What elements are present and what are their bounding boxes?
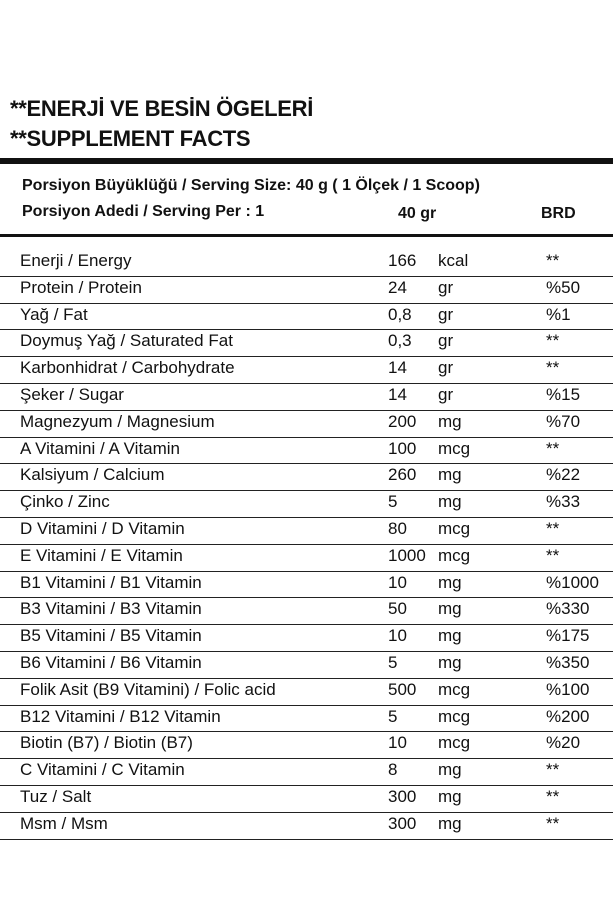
nutrient-brd: **	[546, 545, 560, 565]
nutrient-unit: mcg	[438, 545, 471, 565]
table-row	[0, 625, 613, 652]
nutrient-unit: mcg	[438, 706, 471, 726]
nutrient-amount: 300	[388, 813, 417, 833]
nutrient-brd: %330	[546, 599, 590, 619]
table-row	[0, 732, 613, 759]
nutrient-name: Biotin (B7) / Biotin (B7)	[20, 733, 193, 753]
heading-energy-nutrients: **ENERJİ VE BESİN ÖGELERİ	[10, 96, 314, 121]
nutrient-name: Tuz / Salt	[20, 786, 92, 806]
nutrient-amount: 500	[388, 679, 417, 699]
nutrient-brd: %33	[546, 492, 581, 512]
table-row	[0, 464, 613, 491]
nutrient-amount: 200	[388, 411, 417, 431]
nutrient-table	[0, 250, 613, 840]
nutrient-unit: mg	[438, 786, 462, 806]
nutrient-brd: %175	[546, 626, 590, 646]
table-row	[0, 813, 613, 840]
table-row	[0, 679, 613, 706]
nutrient-brd: **	[546, 518, 560, 538]
nutrient-unit: mcg	[438, 438, 471, 458]
nutrient-brd: %20	[546, 733, 581, 753]
nutrient-brd: **	[546, 438, 560, 458]
nutrient-brd: %350	[546, 652, 590, 672]
nutrient-name: Msm / Msm	[20, 813, 108, 833]
nutrient-name: C Vitamini / C Vitamin	[20, 760, 185, 780]
nutrient-name: Şeker / Sugar	[20, 384, 124, 404]
table-row	[0, 518, 613, 545]
nutrient-amount: 0,8	[388, 304, 412, 324]
nutrient-name: B1 Vitamini / B1 Vitamin	[20, 572, 202, 592]
nutrient-unit: mcg	[438, 518, 471, 538]
nutrient-unit: gr	[438, 277, 454, 297]
table-row	[0, 759, 613, 786]
table-row	[0, 652, 613, 679]
table-row	[0, 250, 613, 277]
table-row	[0, 330, 613, 357]
nutrient-brd: **	[546, 358, 560, 378]
nutrient-amount: 5	[388, 706, 398, 726]
nutrient-unit: gr	[438, 331, 454, 351]
nutrient-brd: %70	[546, 411, 581, 431]
nutrient-brd: **	[546, 813, 560, 833]
nutrient-unit: kcal	[438, 251, 469, 270]
nutrient-brd: %22	[546, 465, 581, 485]
table-row	[0, 706, 613, 733]
nutrient-name: B6 Vitamini / B6 Vitamin	[20, 652, 202, 672]
nutrient-unit: mcg	[438, 733, 471, 753]
nutrient-brd: %15	[546, 384, 581, 404]
nutrient-name: Yağ / Fat	[20, 304, 88, 324]
nutrient-amount: 5	[388, 492, 398, 512]
nutrient-name: Karbonhidrat / Carbohydrate	[20, 358, 235, 378]
table-row	[0, 598, 613, 625]
nutrient-brd: %200	[546, 706, 590, 726]
header-divider	[0, 234, 613, 237]
nutrient-unit: mg	[438, 411, 462, 431]
heading-supplement-facts: **SUPPLEMENT FACTS	[10, 126, 251, 151]
nutrient-amount: 24	[388, 277, 407, 297]
nutrient-name: Doymuş Yağ / Saturated Fat	[20, 331, 233, 351]
nutrient-unit: gr	[438, 304, 454, 324]
table-row	[0, 438, 613, 465]
table-row	[0, 545, 613, 572]
nutrient-name: A Vitamini / A Vitamin	[20, 438, 181, 458]
nutrient-name: Magnezyum / Magnesium	[20, 411, 215, 431]
nutrient-amount: 80	[388, 518, 407, 538]
nutrient-brd: **	[546, 786, 560, 806]
amount-column-header: 40 gr	[398, 205, 437, 222]
nutrient-unit: gr	[438, 358, 454, 378]
nutrient-unit: mg	[438, 652, 462, 672]
nutrient-amount: 14	[388, 358, 407, 378]
nutrient-name: Protein / Protein	[20, 277, 142, 297]
serving-size: Porsiyon Büyüklüğü / Serving Size: 40 g ( 1 Ölçek / 1 Scoop)	[22, 177, 480, 194]
table-row	[0, 384, 613, 411]
nutrient-brd: %1	[546, 304, 571, 324]
nutrient-name: D Vitamini / D Vitamin	[20, 518, 185, 538]
nutrient-amount: 1000	[388, 545, 426, 565]
nutrient-name: Kalsiyum / Calcium	[20, 465, 165, 485]
nutrient-unit: mg	[438, 599, 462, 619]
table-row	[0, 304, 613, 331]
nutrient-name: B3 Vitamini / B3 Vitamin	[20, 599, 202, 619]
table-row	[0, 357, 613, 384]
nutrient-amount: 50	[388, 599, 407, 619]
nutrient-brd: %50	[546, 277, 581, 297]
nutrient-amount: 8	[388, 760, 398, 780]
nutrient-brd: **	[546, 331, 560, 351]
nutrient-name: Enerji / Energy	[20, 251, 132, 270]
nutrient-unit: mg	[438, 626, 462, 646]
nutrient-name: B12 Vitamini / B12 Vitamin	[20, 706, 221, 726]
nutrient-unit: mg	[438, 760, 462, 780]
nutrient-name: Çinko / Zinc	[20, 492, 110, 512]
nutrient-brd: %100	[546, 679, 590, 699]
nutrient-unit: mg	[438, 492, 462, 512]
brd-column-header: BRD	[541, 205, 576, 222]
nutrient-unit: mg	[438, 572, 462, 592]
nutrient-name: E Vitamini / E Vitamin	[20, 545, 183, 565]
nutrient-amount: 100	[388, 438, 417, 458]
table-row	[0, 411, 613, 438]
nutrient-amount: 0,3	[388, 331, 412, 351]
nutrient-unit: mcg	[438, 679, 471, 699]
serving-per: Porsiyon Adedi / Serving Per : 1	[22, 203, 265, 220]
table-row	[0, 277, 613, 304]
nutrient-amount: 10	[388, 733, 407, 753]
table-row	[0, 572, 613, 599]
nutrient-amount: 10	[388, 626, 407, 646]
nutrient-brd: **	[546, 251, 560, 270]
top-divider	[0, 158, 613, 164]
nutrient-unit: mg	[438, 813, 462, 833]
nutrient-amount: 5	[388, 652, 398, 672]
table-row	[0, 491, 613, 518]
nutrient-name: B5 Vitamini / B5 Vitamin	[20, 626, 202, 646]
nutrient-brd: %1000	[546, 572, 599, 592]
nutrient-amount: 10	[388, 572, 407, 592]
nutrient-amount: 260	[388, 465, 417, 485]
table-row	[0, 786, 613, 813]
nutrient-brd: **	[546, 760, 560, 780]
nutrient-unit: gr	[438, 384, 454, 404]
nutrient-name: Folik Asit (B9 Vitamini) / Folic acid	[20, 679, 276, 699]
nutrient-amount: 300	[388, 786, 417, 806]
nutrient-unit: mg	[438, 465, 462, 485]
nutrient-amount: 166	[388, 251, 417, 270]
nutrient-amount: 14	[388, 384, 407, 404]
